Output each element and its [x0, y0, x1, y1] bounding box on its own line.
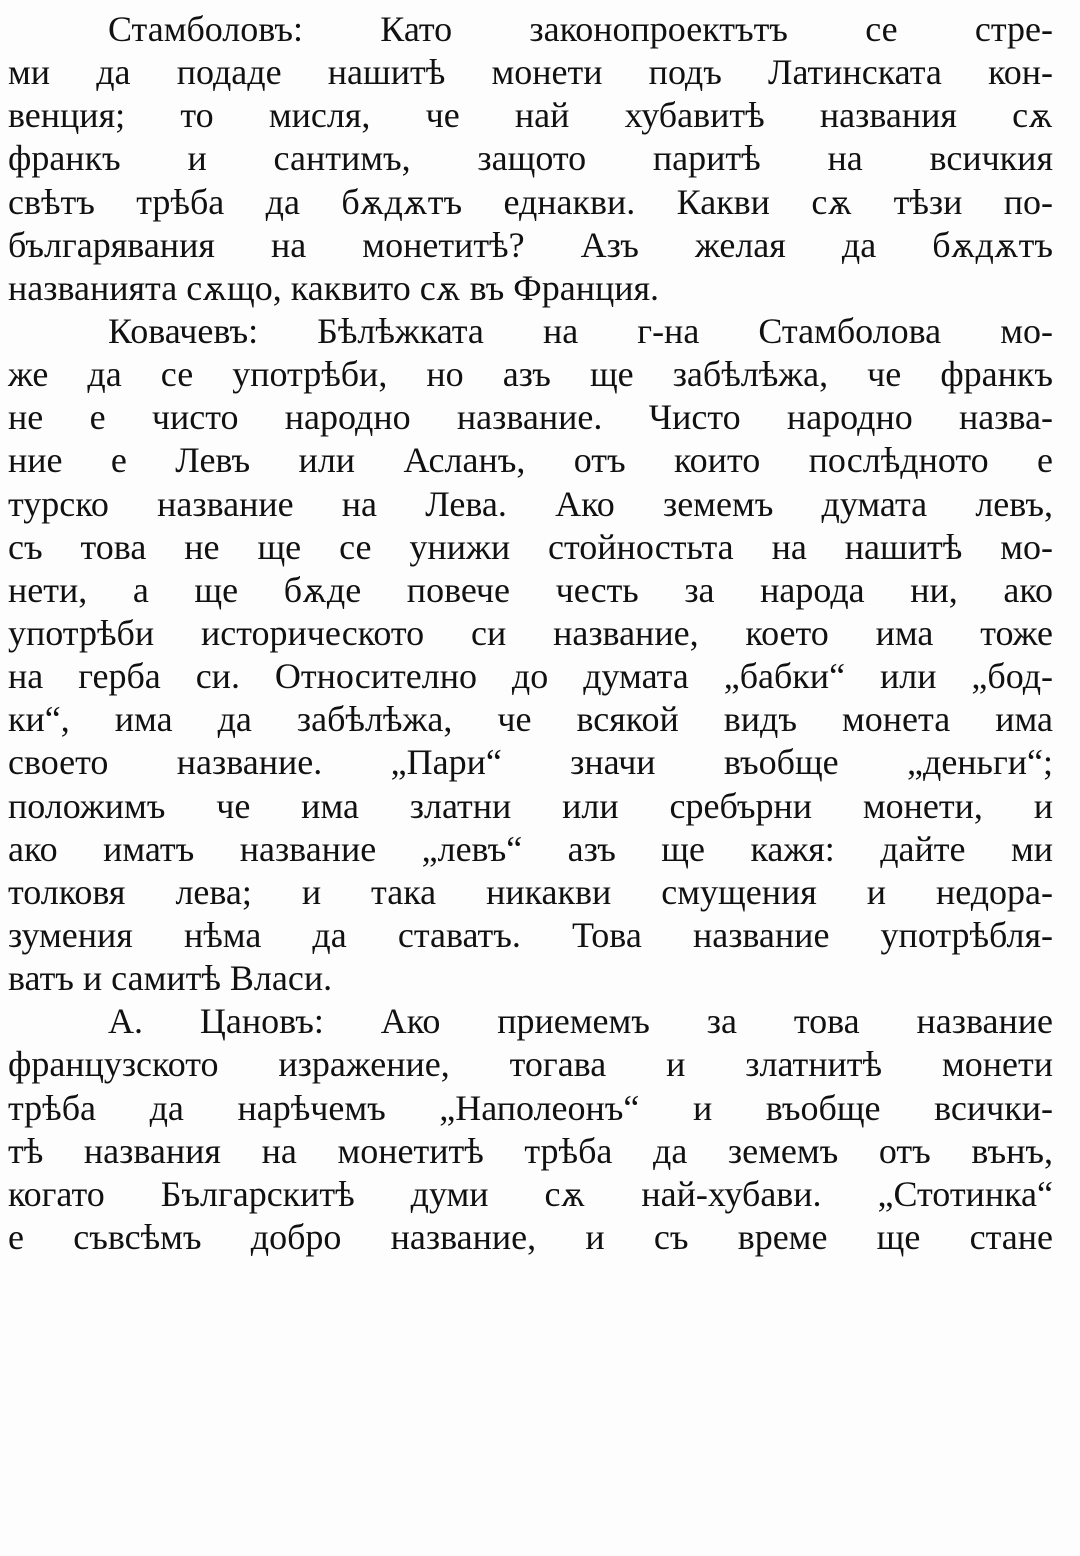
text-line: ние е Левъ или Асланъ, отъ които послѣдното е — [8, 440, 1053, 481]
text-line: българявания на монетитѣ? Азъ желая да бѫдѫтъ — [8, 224, 1053, 265]
text-line: съ това не ще се унижи стойностьта на нашитѣ мо- — [8, 526, 1053, 567]
text-line: толковя лева; и така никакви смущения и недора- — [8, 871, 1053, 912]
text-line: зумения нѣма да ставатъ. Това название употрѣбля- — [8, 914, 1053, 955]
text-line: на герба си. Относително до думата „бабки“ или „бод- — [8, 656, 1053, 697]
text-line: ки“, има да забѣлѣжа, че всякой видъ монета има — [8, 699, 1053, 740]
text-line: ако иматъ название „левъ“ азъ ще кажя: дайте ми — [8, 828, 1053, 869]
text-line: употрѣби историческото си название, което има тоже — [8, 612, 1053, 653]
text-line: тѣ названия на монетитѣ трѣба да земемъ отъ вънъ, — [8, 1130, 1053, 1171]
text-line: французското изражение, тогава и златнитѣ монети — [8, 1044, 1053, 1085]
text-line: же да се употрѣби, но азъ ще забѣлѣжа, че франкъ — [8, 354, 1053, 395]
text-line: ми да подаде нашитѣ монети подъ Латинската кон- — [8, 52, 1053, 93]
text-line: свѣтъ трѣба да бѫдѫтъ еднакви. Какви сѫ тѣзи по- — [8, 181, 1053, 222]
text-line: ватъ и самитѣ Власи. — [8, 958, 333, 999]
text-line: нети, а ще бѫде повече честь за народа ни, ако — [8, 569, 1053, 610]
text-line: названията сѫщо, каквито сѫ въ Франция. — [8, 267, 660, 308]
text-line: е съвсѣмъ добро название, и съ време ще стане — [8, 1216, 1053, 1257]
text-line: венция; то мисля, че най хубавитѣ названия сѫ — [8, 95, 1053, 136]
text-column — [8, 8, 1053, 1259]
text-line: А. Цановъ: Ако приемемъ за това название — [108, 1001, 1053, 1042]
text-line: когато Българскитѣ думи сѫ най-хубави. „Стотинка“ — [8, 1173, 1053, 1214]
text-line: Ковачевъ: Бѣлѣжката на г-на Стамболова мо- — [108, 310, 1053, 351]
text-line: не е чисто народно название. Чисто народно назва- — [8, 397, 1053, 438]
text-line: трѣба да нарѣчемъ „Наполеонъ“ и въобще всички- — [8, 1087, 1053, 1128]
text-line: франкъ и сантимъ, защото паритѣ на всичкия — [8, 138, 1053, 179]
text-line: своето название. „Пари“ значи въобще „деньги“; — [8, 742, 1053, 783]
text-line: Стамболовъ: Като законопроектътъ се стре- — [108, 9, 1053, 49]
text-line: положимъ че има златни или сребърни монети, и — [8, 785, 1053, 826]
text-line: турско название на Лева. Ако земемъ думата левъ, — [8, 483, 1053, 524]
